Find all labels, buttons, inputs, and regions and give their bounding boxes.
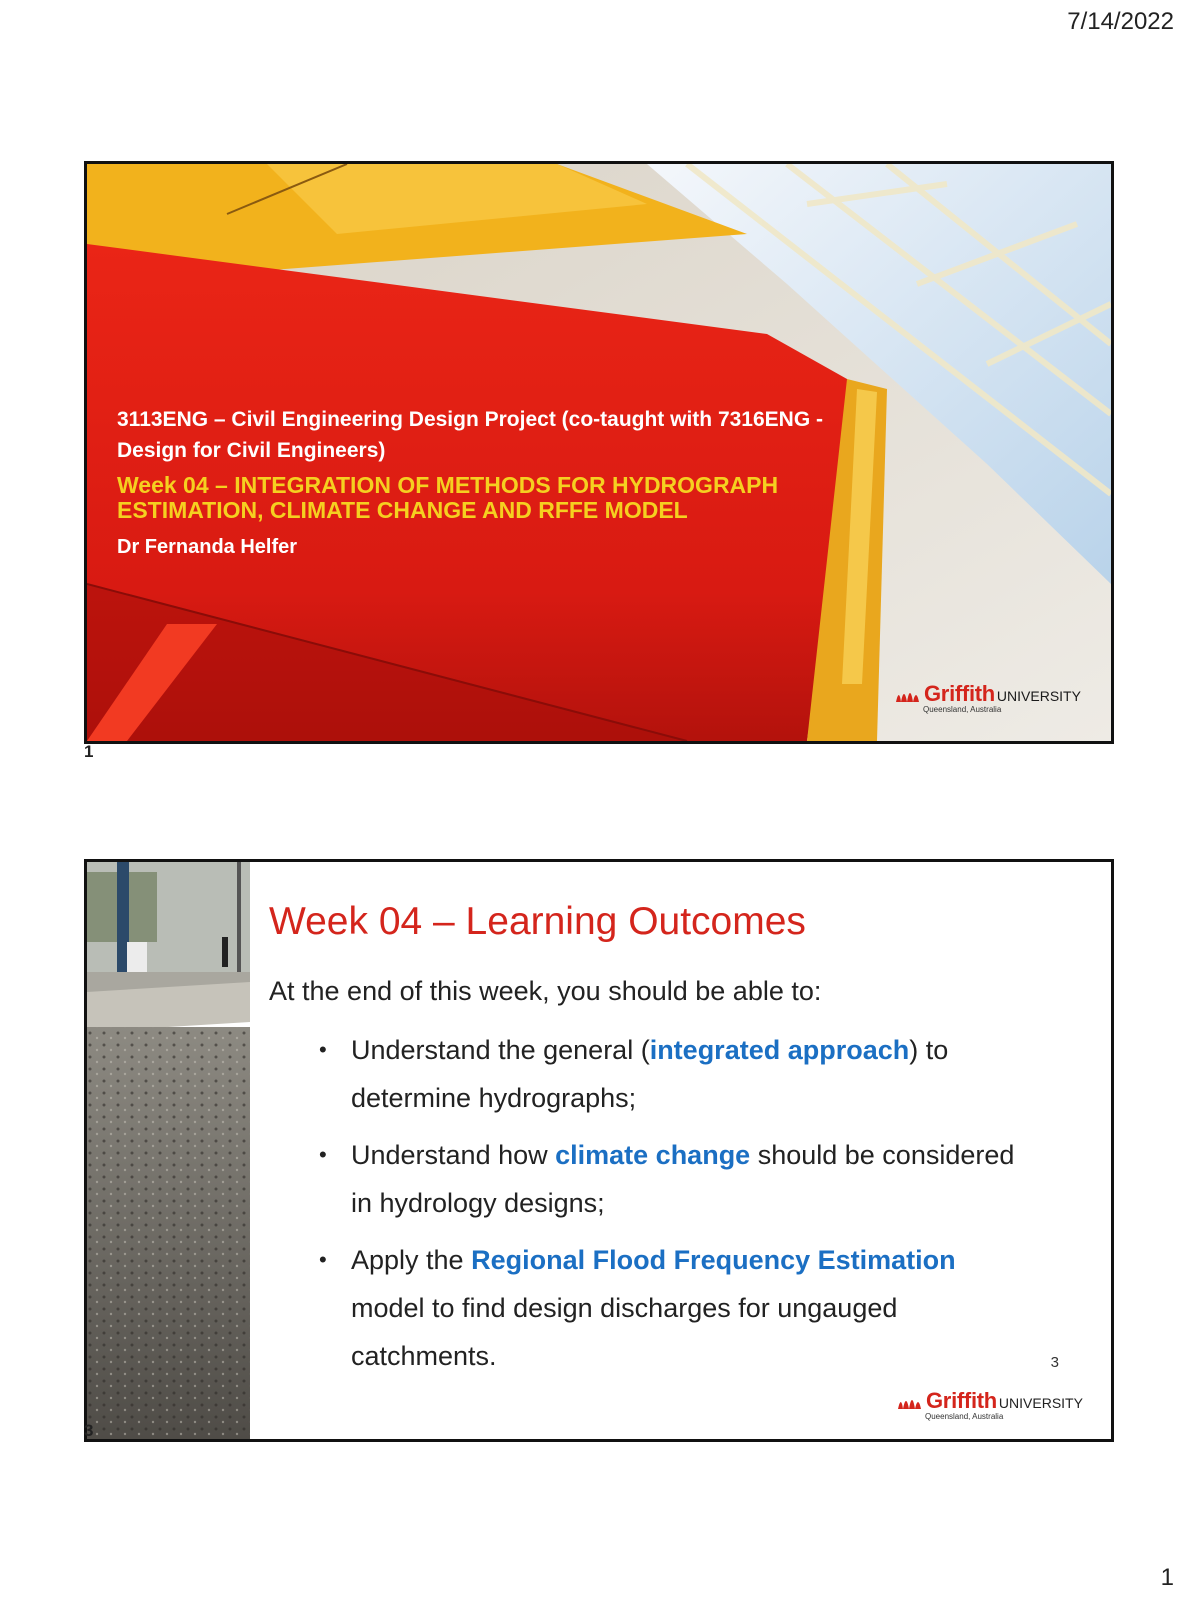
slide-inner-number: 3 <box>1050 1354 1059 1371</box>
logo-tagline: Queensland, Australia <box>923 705 1002 714</box>
item-text: Understand the general ( <box>351 1035 650 1065</box>
list-item <box>269 1131 1029 1227</box>
logo-tagline: Queensland, Australia <box>925 1412 1004 1421</box>
slide-title: Week 04 – Learning Outcomes <box>269 900 806 943</box>
griffith-logo <box>895 681 1081 714</box>
bullet-icon: • <box>319 1037 327 1062</box>
title-slide <box>84 161 1114 744</box>
rainy-street-image <box>87 862 250 1439</box>
item-text: should be considered in hydrology designs; <box>351 1140 1015 1218</box>
item-text: model to find design discharges for ungauged catchments. <box>351 1293 898 1371</box>
logo-name: Griffith <box>924 681 995 706</box>
page-number: 1 <box>1160 1564 1174 1591</box>
learning-outcomes-slide <box>84 859 1114 1442</box>
course-title: 3113ENG – Civil Engineering Design Project (co-taught with 7316ENG - Design for Civil Engineers) <box>117 408 824 462</box>
slide-number-3: 3 <box>84 1421 94 1440</box>
page-date: 7/14/2022 <box>1067 8 1174 35</box>
bullet-icon: • <box>319 1247 327 1272</box>
item-highlight: climate change <box>555 1140 751 1170</box>
griffith-emblem-icon <box>895 684 921 704</box>
item-highlight: integrated approach <box>649 1035 910 1065</box>
author-name: Dr Fernanda Helfer <box>117 536 298 558</box>
item-text: ) to determine hydrographs; <box>351 1035 949 1113</box>
item-highlight: Regional Flood Frequency Estimation <box>471 1245 956 1275</box>
week-title: Week 04 – INTEGRATION OF METHODS FOR HYDROGRAPH ESTIMATION, CLIMATE CHANGE AND RFFE MODEL <box>117 472 779 523</box>
slide-number-1: 1 <box>84 742 94 761</box>
item-text: Understand how <box>351 1140 556 1170</box>
outcomes-list <box>269 1026 1029 1389</box>
list-item <box>269 1026 1029 1122</box>
logo-name: Griffith <box>926 1388 997 1413</box>
slide-intro: At the end of this week, you should be able to: <box>269 976 822 1006</box>
bullet-icon: • <box>319 1142 327 1167</box>
griffith-emblem-icon <box>897 1391 923 1411</box>
logo-suffix: UNIVERSITY <box>998 1395 1083 1411</box>
list-item <box>269 1236 1029 1380</box>
griffith-logo <box>897 1388 1083 1421</box>
item-text: Apply the <box>351 1245 472 1275</box>
logo-suffix: UNIVERSITY <box>996 688 1081 704</box>
